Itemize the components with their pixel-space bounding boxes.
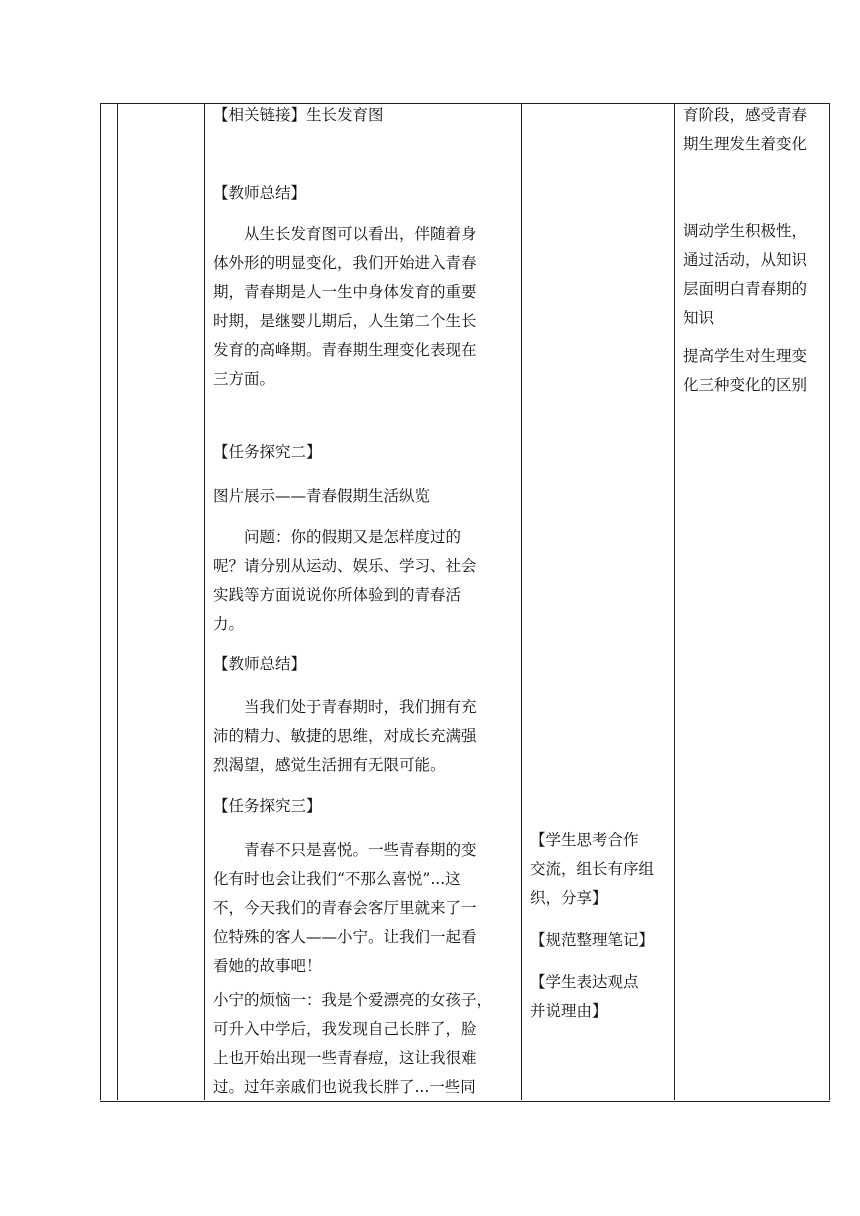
table-divider-1 [117, 103, 118, 1100]
task3-line: 位特殊的客人——小宁。让我们一起看 [213, 928, 477, 946]
story-line: 过。过年亲戚们也说我长胖了...一些同 [213, 1078, 476, 1096]
intent-line: 化三种变化的区别 [683, 376, 808, 394]
summary1-line: 体外形的明显变化，我们开始进入青春 [213, 254, 477, 272]
story-line: 小宁的烦恼一：我是个爱漂亮的女孩子， [213, 991, 493, 1009]
intent-line: 层面明白青春期的 [683, 280, 808, 298]
intent-line: 育阶段，感受青春 [683, 106, 808, 124]
story-line: 上也开始出现一些青春痘，这让我很难 [213, 1049, 477, 1067]
task3-heading: 【任务探究三】 [213, 797, 322, 815]
intent-line: 知识 [683, 309, 715, 327]
summary2-line: 沛的精力、敏捷的思维，对成长充满强 [213, 727, 477, 745]
table-divider-3 [521, 103, 522, 1100]
intent-line: 期生理发生着变化 [683, 135, 808, 153]
task2-title: 图片展示——青春假期生活纵览 [213, 487, 431, 505]
task3-line: 不，今天我们的青春会客厅里就来了一 [213, 899, 477, 917]
student-activity-line: 【学生表达观点 [530, 973, 639, 991]
link-heading: 【相关链接】生长发育图 [213, 106, 384, 124]
summary2-line: 当我们处于青春期时，我们拥有充 [244, 698, 477, 716]
story-line: 可升入中学后，我发现自己长胖了，脸 [213, 1020, 477, 1038]
summary1-heading: 【教师总结】 [213, 184, 307, 202]
student-activity-notes: 【规范整理笔记】 [530, 931, 655, 949]
task2-question-line: 实践等方面说说你所体验到的青春活 [213, 586, 462, 604]
task2-question-line: 呢？请分别从运动、娱乐、学习、社会 [213, 557, 477, 575]
student-activity-line: 【学生思考合作 [530, 831, 639, 849]
intent-line: 提高学生对生理变 [683, 347, 808, 365]
task2-question-line: 力。 [213, 615, 245, 633]
summary1-line: 期，青春期是人一生中身体发育的重要 [213, 283, 477, 301]
task3-line: 化有时也会让我们“不那么喜悦”...这 [213, 870, 461, 888]
intent-line: 通过活动，从知识 [683, 251, 808, 269]
student-activity-line: 织，分享】 [530, 889, 608, 907]
task2-question-line: 问题：你的假期又是怎样度过的 [244, 528, 462, 546]
student-activity-line: 交流，组长有序组 [530, 860, 655, 878]
summary1-line: 时期，是继婴儿期后，人生第二个生长 [213, 312, 477, 330]
task3-line: 看她的故事吧！ [213, 957, 322, 975]
table-divider-2 [204, 103, 205, 1100]
task3-line: 青春不只是喜悦。一些青春期的变 [244, 841, 477, 859]
summary1-line: 三方面。 [213, 370, 276, 388]
table-border-right [829, 103, 830, 1100]
intent-line: 调动学生积极性， [683, 222, 808, 240]
student-activity-line: 并说理由】 [530, 1002, 608, 1020]
summary1-line: 从生长发育图可以看出，伴随着身 [244, 225, 477, 243]
summary2-heading: 【教师总结】 [213, 655, 307, 673]
summary1-line: 发育的高峰期。青春期生理变化表现在 [213, 341, 477, 359]
summary2-line: 烈渴望，感觉生活拥有无限可能。 [213, 756, 446, 774]
table-border-left [100, 103, 101, 1100]
task2-heading: 【任务探究二】 [213, 443, 322, 461]
table-divider-4 [674, 103, 675, 1100]
